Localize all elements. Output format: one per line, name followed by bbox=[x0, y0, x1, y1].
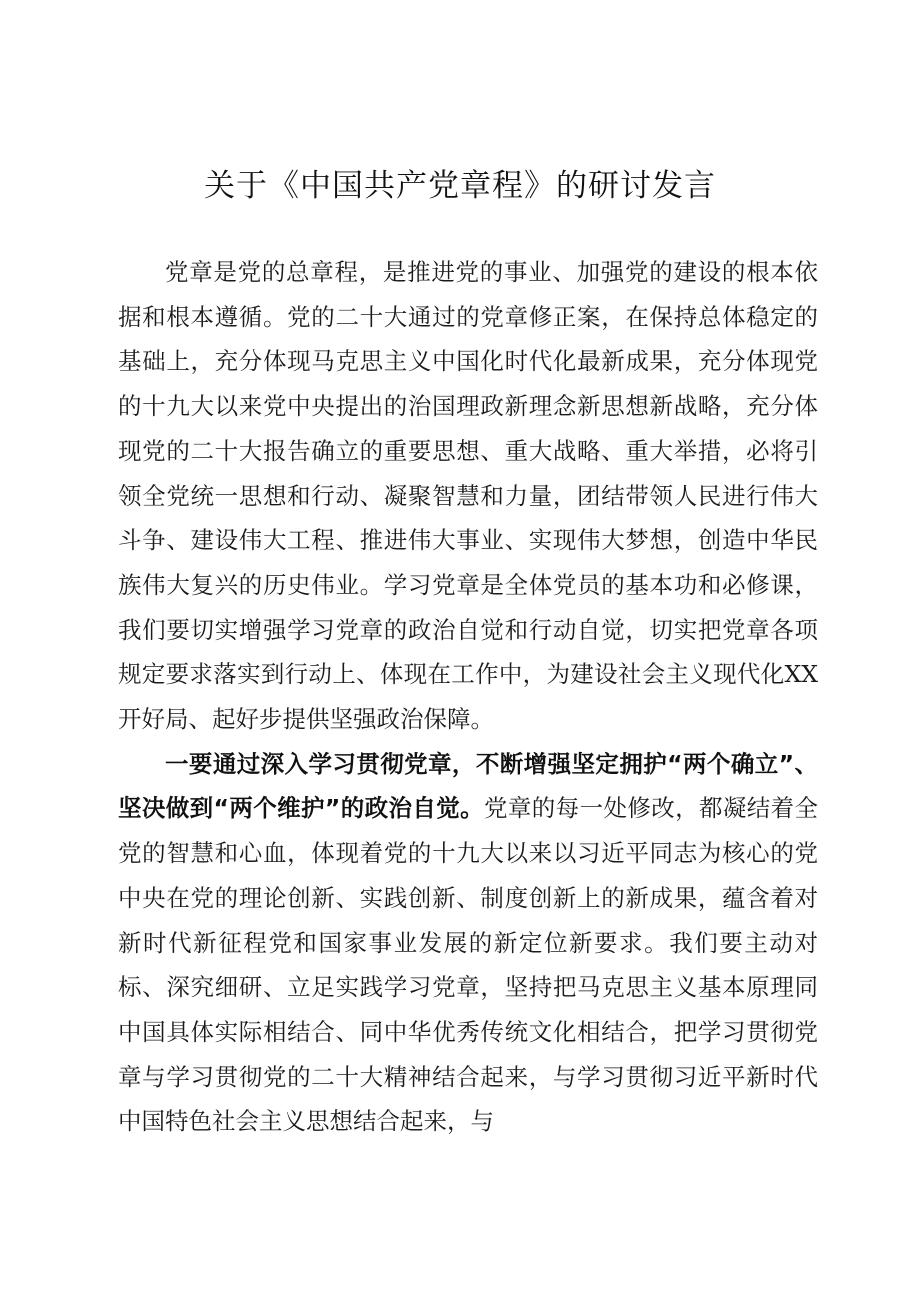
paragraph-text: 党章的每一处修改，都凝结着全党的智慧和心血，体现着党的十九大以来以习近平同志为核心的党中央在党的理论创新、实践创新、制度创新上的新成果，蕴含着对新时代新征程党和国家事业发展的新定位新要求。我们要主动对标、深究细研、立足实践学习党章，坚持把马克思主义基本原理同中国具体实际相结合、同中华优秀传统文化相结合，把学习贯彻党章与学习贯彻党的二十大精神结合起来，与学习贯彻习近平新时代中国特色社会主义思想结合起来，与 bbox=[118, 794, 819, 1136]
paragraph-lead-heading: 一要通过深入学习贯彻党章，不断增强坚定拥护“两个确立”、坚决做到“两个维护”的政治自觉。 bbox=[118, 749, 818, 823]
document-title: 关于《中国共产党章程》的研讨发言 bbox=[204, 168, 716, 204]
document-body bbox=[118, 250, 818, 1144]
paragraph-text: 党章是党的总章程，是推进党的事业、加强党的建设的根本依据和根本遵循。党的二十大通过的党章修正案，在保持总体稳定的基础上，充分体现马克思主义中国化时代化最新成果，充分体现党的十九大以来党中央提出的治国理政新理念新思想新战略，充分体现党的二十大报告确立的重要思想、重大战略、重大举措，必将引领全党统一思想和行动、凝聚智慧和力量，团结带领人民进行伟大斗争、建设伟大工程、推进伟大事业、实现伟大梦想，创造中华民族伟大复兴的历史伟业。学习党章是全体党员的基本功和必修课，我们要切实增强学习党章的政治自觉和行动自觉，切实把党章各项规定要求落实到行动上、体现在工作中，为建设社会主义现代化XX开好局、起好步提供坚强政治保障。 bbox=[118, 258, 818, 734]
paragraph-intro bbox=[118, 250, 818, 742]
paragraph-point-one bbox=[118, 742, 818, 1144]
